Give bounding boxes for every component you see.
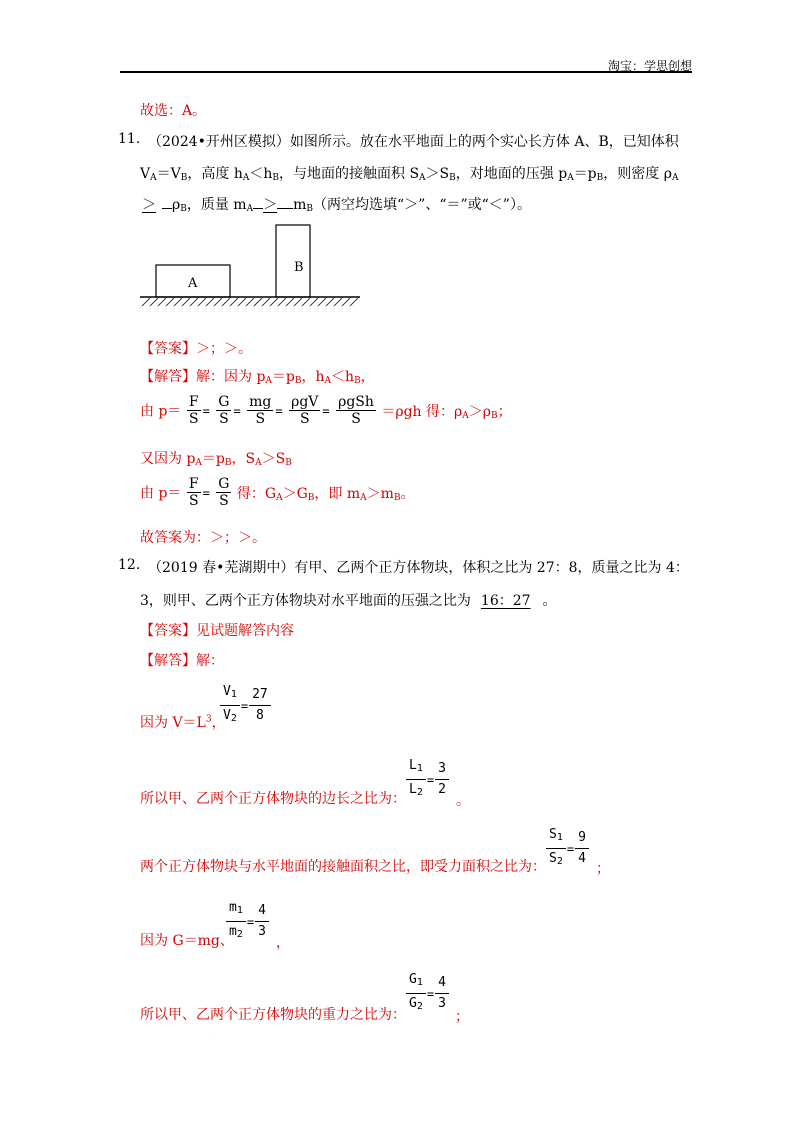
- ground-hatching: [142, 298, 358, 306]
- q11-blank2: ＞: [263, 197, 278, 213]
- q11-answer: 【答案】＞；＞。: [140, 341, 252, 357]
- weight-ratio-end: ；: [455, 1009, 469, 1025]
- label-a: A: [188, 276, 198, 291]
- q12-area-step: 两个正方体物块与水平地面的接触面积之比，即受力面积之比为：: [140, 859, 546, 875]
- q12-volume-step: 因为 $V=L^3$，: [140, 714, 226, 731]
- q11-solution-line3: 又因为 $p_A=p_B$，$S_A>S_B$: [140, 451, 292, 468]
- blocks-figure: [138, 220, 363, 310]
- q12-solution-head: 【解答】解：: [140, 653, 224, 669]
- q11-line2: $V_A=V_B$，高度 $h_A<h_B$，与地面的接触面积 $S_A>S_B$，对地面的压强 $p_A=p_B$，则密度 $\rho_A$: [140, 166, 679, 183]
- volume-ratio-formula: $\frac{V_1}{V_2}$ = $\frac{27}{8}$: [220, 682, 271, 729]
- q11-formula-weight: 由 p＝ $\frac{F}{S}$ = $\frac{G}{S}$ 得：$G_A>G_B$，即 $m_A>m_B$。: [140, 476, 415, 509]
- q11-solution-line1: 【解答】解：因为 $p_A=p_B$，$h_A<h_B$，: [140, 369, 375, 386]
- mass-ratio-end: ，: [276, 935, 290, 951]
- q11-final-answer: 故答案为：＞；＞。: [140, 530, 266, 546]
- q12-weight-step: 所以甲、乙两个正方体物块的重力之比为：: [140, 1007, 406, 1023]
- q12-answer: 【答案】见试题解答内容: [140, 623, 294, 639]
- q12-line1: （2019 春•芜湖期中）有甲、乙两个正方体物块，体积之比为 27：8，质量之比为 4：: [148, 560, 689, 576]
- side-ratio-end: 。: [456, 793, 470, 809]
- answer-choice: 故选：A。: [140, 103, 207, 119]
- q12-weight-formula-step: 因为 G＝mg、: [140, 933, 234, 949]
- q12-line2: 3，则甲、乙两个正方体物块对水平地面的压强之比为 16：27 。: [140, 593, 557, 609]
- q11-number: 11.: [118, 131, 141, 147]
- q11-source: （2024•开州区模拟）如图所示。放在水平地面上的两个实心长方体 A、B，已知体积: [148, 134, 679, 150]
- q11-formula-pressure: 由 p＝ $\frac{F}{S}$ = $\frac{G}{S}$ = $\frac{mg}{S}$ = $\frac{\text{ρgV}}{S}$ = $\frac{\text{ρgSh}}{S}$ ＝ρgh 得：$\rho_A>\rho_B$；: [140, 394, 512, 427]
- label-b: B: [294, 260, 304, 275]
- q11-line3: ＞ $\rho_B$，质量 $m_A > m_B$（两空均选填“＞”、“＝”或“＜”）。: [142, 197, 531, 214]
- q11-blank1: ＞: [142, 197, 156, 213]
- q12-side-step: 所以甲、乙两个正方体物块的边长之比为：: [140, 791, 406, 807]
- q12-number: 12.: [118, 557, 141, 573]
- header-rule: [120, 71, 692, 73]
- header-text: 淘宝：学思创想: [607, 59, 692, 73]
- block-b: [276, 225, 310, 297]
- area-ratio-end: ；: [596, 861, 610, 877]
- q12-blank: 16：27: [480, 593, 531, 609]
- mass-ratio-formula: $\frac{m_1}{m_2}$ = $\frac{4}{3}$: [226, 898, 269, 945]
- weight-ratio-formula: $\frac{G_1}{G_2}$ = $\frac{4}{3}$: [406, 970, 449, 1017]
- side-ratio-formula: $\frac{L_1}{L_2}$ = $\frac{3}{2}$: [406, 756, 449, 803]
- area-ratio-formula: $\frac{S_1}{S_2}$ = $\frac{9}{4}$: [546, 825, 589, 872]
